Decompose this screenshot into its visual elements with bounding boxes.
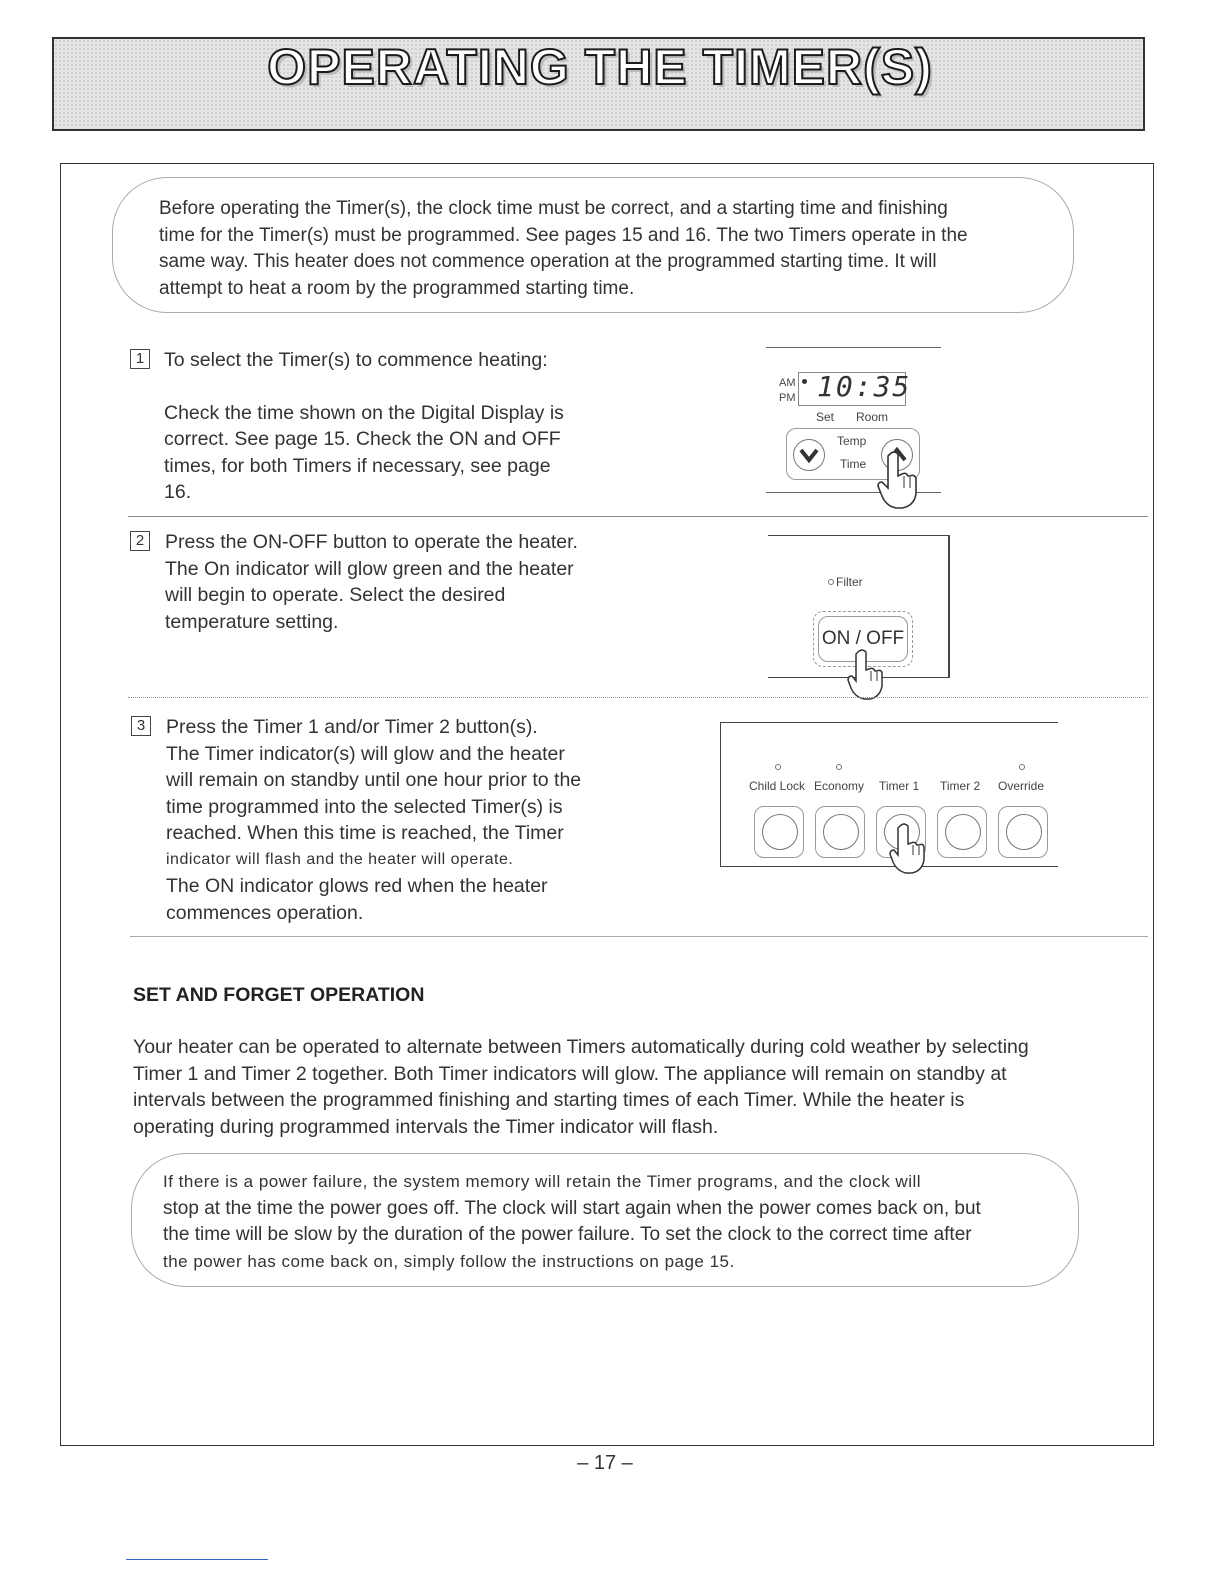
override-label: Override [998, 779, 1045, 793]
step-line: The Timer indicator(s) will glow and the heater [166, 742, 565, 765]
intro-note [112, 177, 1074, 313]
timer-2-label: Timer 2 [940, 779, 981, 793]
section-divider [130, 936, 1148, 937]
body-line: intervals between the programmed finishing and starting times of each Timer. While the heater is [133, 1089, 965, 1111]
note-line: stop at the time the power goes off. The clock will start again when the power comes back on, but [163, 1197, 981, 1219]
am-label: AM [779, 377, 796, 389]
body-line: Timer 1 and Timer 2 together. Both Timer indicators will glow. The appliance will remain on standby at [133, 1062, 1007, 1085]
step-2-number: 2 [130, 531, 150, 551]
button-circle [945, 814, 981, 850]
digital-display [798, 370, 912, 406]
down-button[interactable] [793, 439, 825, 471]
temp-label: Temp [837, 434, 867, 448]
body-line: operating during programmed intervals the Timer indicator will flash. [133, 1115, 719, 1138]
economy-label: Economy [814, 779, 865, 793]
step-2-text [165, 529, 578, 635]
step-1-number: 1 [130, 349, 150, 369]
room-label: Room [856, 410, 889, 424]
step-3-number: 3 [131, 716, 151, 736]
intro-line: same way. This heater does not commence operation at the programmed starting time. It will [159, 251, 937, 272]
intro-line: attempt to heat a room by the programmed starting time. [159, 277, 635, 299]
set-forget-heading: SET AND FORGET OPERATION [133, 984, 425, 1006]
step-line: will remain on standby until one hour prior to the [166, 769, 582, 791]
step-line: time programmed into the selected Timer(s) is [166, 795, 563, 818]
page-title: OPERATING THE TIMER(S) [267, 39, 933, 95]
set-forget-body [133, 1034, 1093, 1140]
step-line: Check the time shown on the Digital Display is [164, 401, 564, 424]
note-line: If there is a power failure, the system memory will retain the Timer programs, and the clock will [163, 1172, 922, 1191]
step-line: times, for both Timers if necessary, see page [164, 454, 551, 477]
step-3-text [166, 714, 581, 926]
child-lock-button[interactable] [754, 806, 804, 858]
step-line: The ON indicator glows red when the heater [166, 875, 548, 897]
am-pm-labels [779, 376, 796, 406]
economy-button[interactable] [815, 806, 865, 858]
pointing-hand-icon [888, 822, 928, 876]
step-line: indicator will flash and the heater will operate. [166, 850, 514, 868]
clock-time: 10:35 [817, 370, 912, 403]
section-divider [128, 516, 1148, 517]
intro-line: Before operating the Timer(s), the clock time must be correct, and a starting time and finishing [159, 198, 948, 219]
chevron-down-icon [794, 440, 824, 470]
button-circle [762, 814, 798, 850]
step-line: temperature setting. [165, 610, 339, 633]
display-panel-top-rule [766, 347, 941, 348]
step-line: The On indicator will glow green and the heater [165, 557, 574, 580]
body-line: Your heater can be operated to alternate between Timers automatically during cold weather by selecting [133, 1036, 1029, 1058]
child-lock-label: Child Lock [749, 779, 806, 793]
onoff-button[interactable]: ON / OFF [818, 616, 908, 662]
am-indicator-dot [802, 379, 807, 384]
step-line: 16. [164, 481, 192, 503]
pointing-hand-icon [846, 648, 886, 702]
step-line: reached. When this time is reached, the Timer [166, 822, 564, 844]
step-line: Press the Timer 1 and/or Timer 2 button(s). [166, 716, 538, 738]
section-divider [128, 697, 1148, 698]
override-button[interactable] [998, 806, 1048, 858]
time-label: Time [840, 457, 867, 471]
step-line: To select the Timer(s) to commence heating: [164, 349, 548, 371]
note-line: the power has come back on, simply follow the instructions on page 15. [163, 1251, 735, 1271]
economy-led [836, 764, 842, 770]
timer-2-button[interactable] [937, 806, 987, 858]
timer-1-label: Timer 1 [879, 779, 920, 793]
step-line: will begin to operate. Select the desired [165, 584, 506, 606]
override-led [1019, 764, 1025, 770]
step-1-text [164, 347, 564, 506]
power-failure-note [131, 1153, 1079, 1287]
button-circle [823, 814, 859, 850]
bottom-rule [126, 1559, 268, 1560]
filter-led [828, 579, 834, 585]
pm-label: PM [779, 392, 796, 404]
intro-line: time for the Timer(s) must be programmed. See pages 15 and 16. The two Timers operate in the [159, 224, 968, 246]
step-line: Press the ON-OFF button to operate the heater. [165, 531, 578, 553]
filter-indicator [828, 575, 863, 589]
pointing-hand-icon [876, 450, 922, 512]
button-circle [1006, 814, 1042, 850]
page-number: – 17 – [577, 1452, 633, 1474]
step-line: commences operation. [166, 901, 364, 924]
child-lock-led [775, 764, 781, 770]
set-label: Set [816, 410, 835, 424]
step-line: correct. See page 15. Check the ON and OFF [164, 428, 561, 450]
note-line: the time will be slow by the duration of the power failure. To set the clock to the correct time after [163, 1224, 972, 1245]
filter-label: Filter [836, 575, 863, 589]
